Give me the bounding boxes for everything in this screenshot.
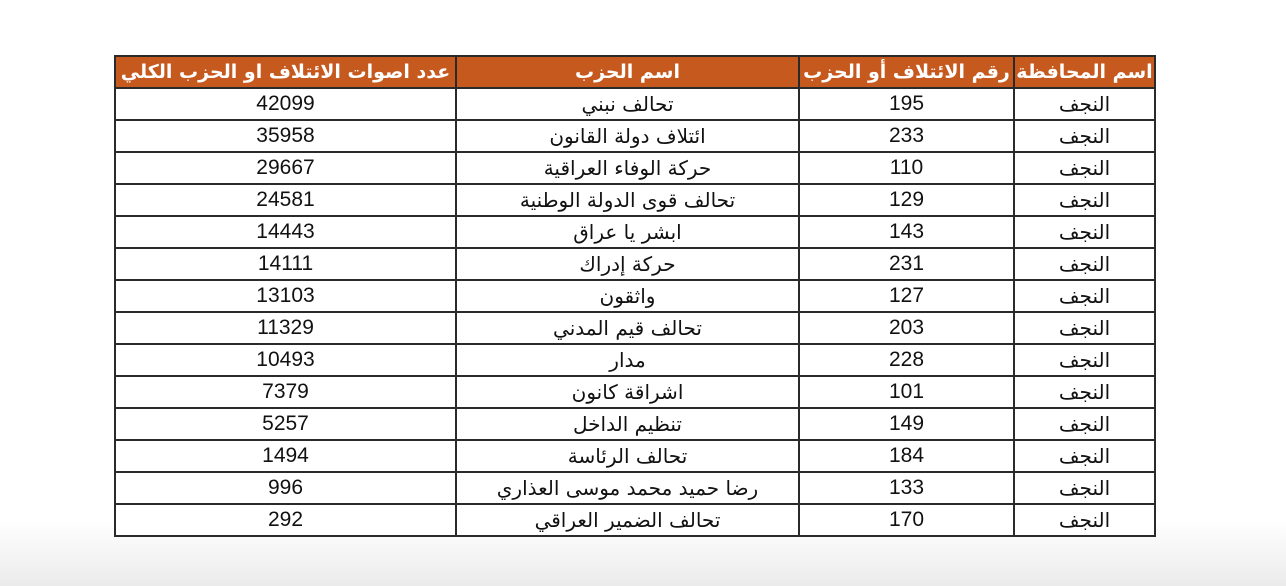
cell-governorate: النجف <box>1014 472 1155 504</box>
cell-coalition-number: 129 <box>799 184 1014 216</box>
cell-party-name: تحالف قيم المدني <box>456 312 799 344</box>
cell-coalition-number: 110 <box>799 152 1014 184</box>
cell-total-votes: 996 <box>115 472 456 504</box>
cell-governorate: النجف <box>1014 344 1155 376</box>
table-row <box>115 248 1155 280</box>
cell-governorate: النجف <box>1014 312 1155 344</box>
cell-party-name: حركة إدراك <box>456 248 799 280</box>
cell-coalition-number: 133 <box>799 472 1014 504</box>
table-row <box>115 376 1155 408</box>
cell-party-name: ائتلاف دولة القانون <box>456 120 799 152</box>
table-row <box>115 216 1155 248</box>
cell-coalition-number: 101 <box>799 376 1014 408</box>
cell-total-votes: 10493 <box>115 344 456 376</box>
header-governorate: اسم المحافظة <box>1014 56 1155 88</box>
cell-total-votes: 14443 <box>115 216 456 248</box>
results-table-container <box>114 55 1154 537</box>
cell-party-name: ابشر يا عراق <box>456 216 799 248</box>
cell-governorate: النجف <box>1014 88 1155 120</box>
table-row <box>115 88 1155 120</box>
cell-coalition-number: 143 <box>799 216 1014 248</box>
cell-total-votes: 14111 <box>115 248 456 280</box>
cell-total-votes: 5257 <box>115 408 456 440</box>
cell-governorate: النجف <box>1014 152 1155 184</box>
table-row <box>115 440 1155 472</box>
cell-party-name: واثقون <box>456 280 799 312</box>
cell-coalition-number: 149 <box>799 408 1014 440</box>
cell-total-votes: 29667 <box>115 152 456 184</box>
cell-governorate: النجف <box>1014 248 1155 280</box>
table-header-row <box>115 56 1155 88</box>
table-row <box>115 152 1155 184</box>
cell-coalition-number: 231 <box>799 248 1014 280</box>
cell-coalition-number: 233 <box>799 120 1014 152</box>
cell-party-name: تحالف قوى الدولة الوطنية <box>456 184 799 216</box>
header-party-name: اسم الحزب <box>456 56 799 88</box>
cell-coalition-number: 228 <box>799 344 1014 376</box>
cell-governorate: النجف <box>1014 120 1155 152</box>
cell-party-name: اشراقة كانون <box>456 376 799 408</box>
cell-governorate: النجف <box>1014 280 1155 312</box>
cell-governorate: النجف <box>1014 504 1155 536</box>
table-row <box>115 408 1155 440</box>
cell-party-name: تحالف الرئاسة <box>456 440 799 472</box>
cell-party-name: حركة الوفاء العراقية <box>456 152 799 184</box>
cell-party-name: تنظيم الداخل <box>456 408 799 440</box>
cell-party-name: تحالف الضمير العراقي <box>456 504 799 536</box>
cell-coalition-number: 127 <box>799 280 1014 312</box>
cell-governorate: النجف <box>1014 376 1155 408</box>
cell-coalition-number: 203 <box>799 312 1014 344</box>
header-coalition-number: رقم الائتلاف أو الحزب <box>799 56 1014 88</box>
cell-governorate: النجف <box>1014 184 1155 216</box>
cell-party-name: رضا حميد محمد موسى العذاري <box>456 472 799 504</box>
cell-total-votes: 7379 <box>115 376 456 408</box>
cell-governorate: النجف <box>1014 408 1155 440</box>
cell-coalition-number: 195 <box>799 88 1014 120</box>
cell-party-name: تحالف نبني <box>456 88 799 120</box>
election-results-table <box>114 55 1156 537</box>
cell-total-votes: 1494 <box>115 440 456 472</box>
cell-coalition-number: 184 <box>799 440 1014 472</box>
table-row <box>115 344 1155 376</box>
cell-total-votes: 42099 <box>115 88 456 120</box>
table-row <box>115 280 1155 312</box>
table-row <box>115 120 1155 152</box>
cell-party-name: مدار <box>456 344 799 376</box>
table-row <box>115 472 1155 504</box>
cell-coalition-number: 170 <box>799 504 1014 536</box>
cell-governorate: النجف <box>1014 440 1155 472</box>
cell-governorate: النجف <box>1014 216 1155 248</box>
cell-total-votes: 292 <box>115 504 456 536</box>
cell-total-votes: 11329 <box>115 312 456 344</box>
cell-total-votes: 13103 <box>115 280 456 312</box>
header-total-votes: عدد اصوات الائتلاف او الحزب الكلي <box>115 56 456 88</box>
table-row <box>115 184 1155 216</box>
cell-total-votes: 24581 <box>115 184 456 216</box>
table-row <box>115 504 1155 536</box>
table-row <box>115 312 1155 344</box>
cell-total-votes: 35958 <box>115 120 456 152</box>
